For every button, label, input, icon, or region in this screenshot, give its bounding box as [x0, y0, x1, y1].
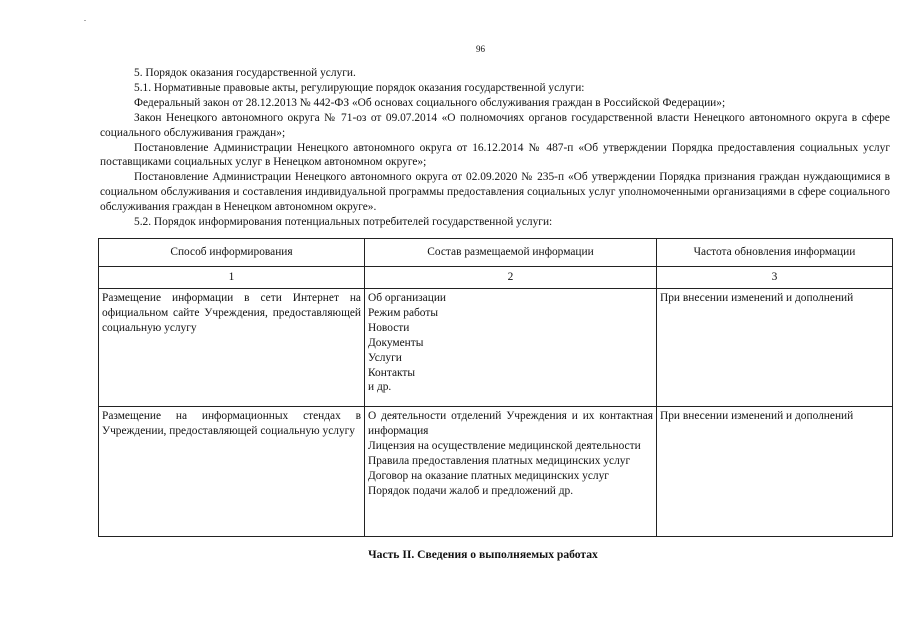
table-row	[99, 407, 893, 537]
body-text	[100, 66, 890, 230]
subsection-heading: 5.1. Нормативные правовые акты, регулирующие порядок оказания государственной услуги:	[134, 81, 585, 94]
legal-act-paragraph: Закон Ненецкого автономного округа № 71-оз от 09.07.2014 «О полномочиях органов государственной власти Ненецкого автономного округа в сфере социального обслуживания граждан»;	[100, 111, 890, 139]
information-table	[98, 238, 893, 537]
legal-act-paragraph: Федеральный закон от 28.12.2013 № 442-ФЗ «Об основах социального обслуживания граждан в Российской Федерации»;	[134, 96, 726, 109]
content-item: О деятельности отделений Учреждения и их контактная информация	[368, 410, 653, 437]
column-number: 1	[99, 267, 365, 289]
table-row	[99, 289, 893, 407]
legal-act-paragraph: Постановление Администрации Ненецкого автономного округа от 16.12.2014 № 487-п «Об утверждении Порядка предоставления социальных услуг поставщиками социальных услуг в Ненецком автономном округе»;	[100, 141, 890, 169]
content-item: и др.	[368, 381, 392, 394]
page-number: 96	[476, 44, 485, 54]
content-item: Лицензия на осуществление медицинской деятельности	[368, 439, 641, 452]
method-cell: Размещение на информационных стендах в Учреждении, предоставляющей социальную услугу	[99, 407, 365, 537]
section-heading: 5. Порядок оказания государственной услуги.	[134, 67, 356, 79]
content-item: Контакты	[368, 366, 416, 379]
column-header: Состав размещаемой информации	[365, 239, 657, 267]
column-number: 2	[365, 267, 657, 289]
column-header: Частота обновления информации	[657, 239, 893, 267]
content-item: Новости	[368, 321, 410, 334]
column-header: Способ информирования	[99, 239, 365, 267]
table-number-row	[99, 267, 893, 289]
content-item: Документы	[368, 336, 424, 349]
content-cell	[365, 407, 657, 537]
content-cell	[365, 289, 657, 407]
content-item: Режим работы	[368, 306, 438, 319]
part-title: Часть II. Сведения о выполняемых работах	[368, 548, 598, 561]
content-item: Услуги	[368, 351, 402, 364]
table-header-row	[99, 239, 893, 267]
content-item: Порядок подачи жалоб и предложений др.	[368, 484, 574, 497]
legal-act-paragraph: Постановление Администрации Ненецкого автономного округа от 02.09.2020 № 235-п «Об утверждении Порядка признания граждан нуждающимися в социальном обслуживания и составления индивидуальной программы предоставления социальных услуг уполномоченными организациями в сфере социального обслуживания граждан в Ненецком автономном округе».	[100, 171, 890, 214]
frequency-cell: При внесении изменений и дополнений	[657, 407, 893, 537]
frequency-cell: При внесении изменений и дополнений	[657, 289, 893, 407]
column-number: 3	[657, 267, 893, 289]
subsection-heading: 5.2. Порядок информирования потенциальных потребителей государственной услуги:	[134, 216, 553, 229]
content-item: Правила предоставления платных медицинских услуг	[368, 454, 631, 467]
scan-mark	[84, 20, 86, 21]
content-item: Об организации	[368, 292, 447, 304]
method-cell: Размещение информации в сети Интернет на официальном сайте Учреждения, предоставляющей социальную услугу	[99, 289, 365, 407]
content-item: Договор на оказание платных медицинских услуг	[368, 469, 609, 482]
